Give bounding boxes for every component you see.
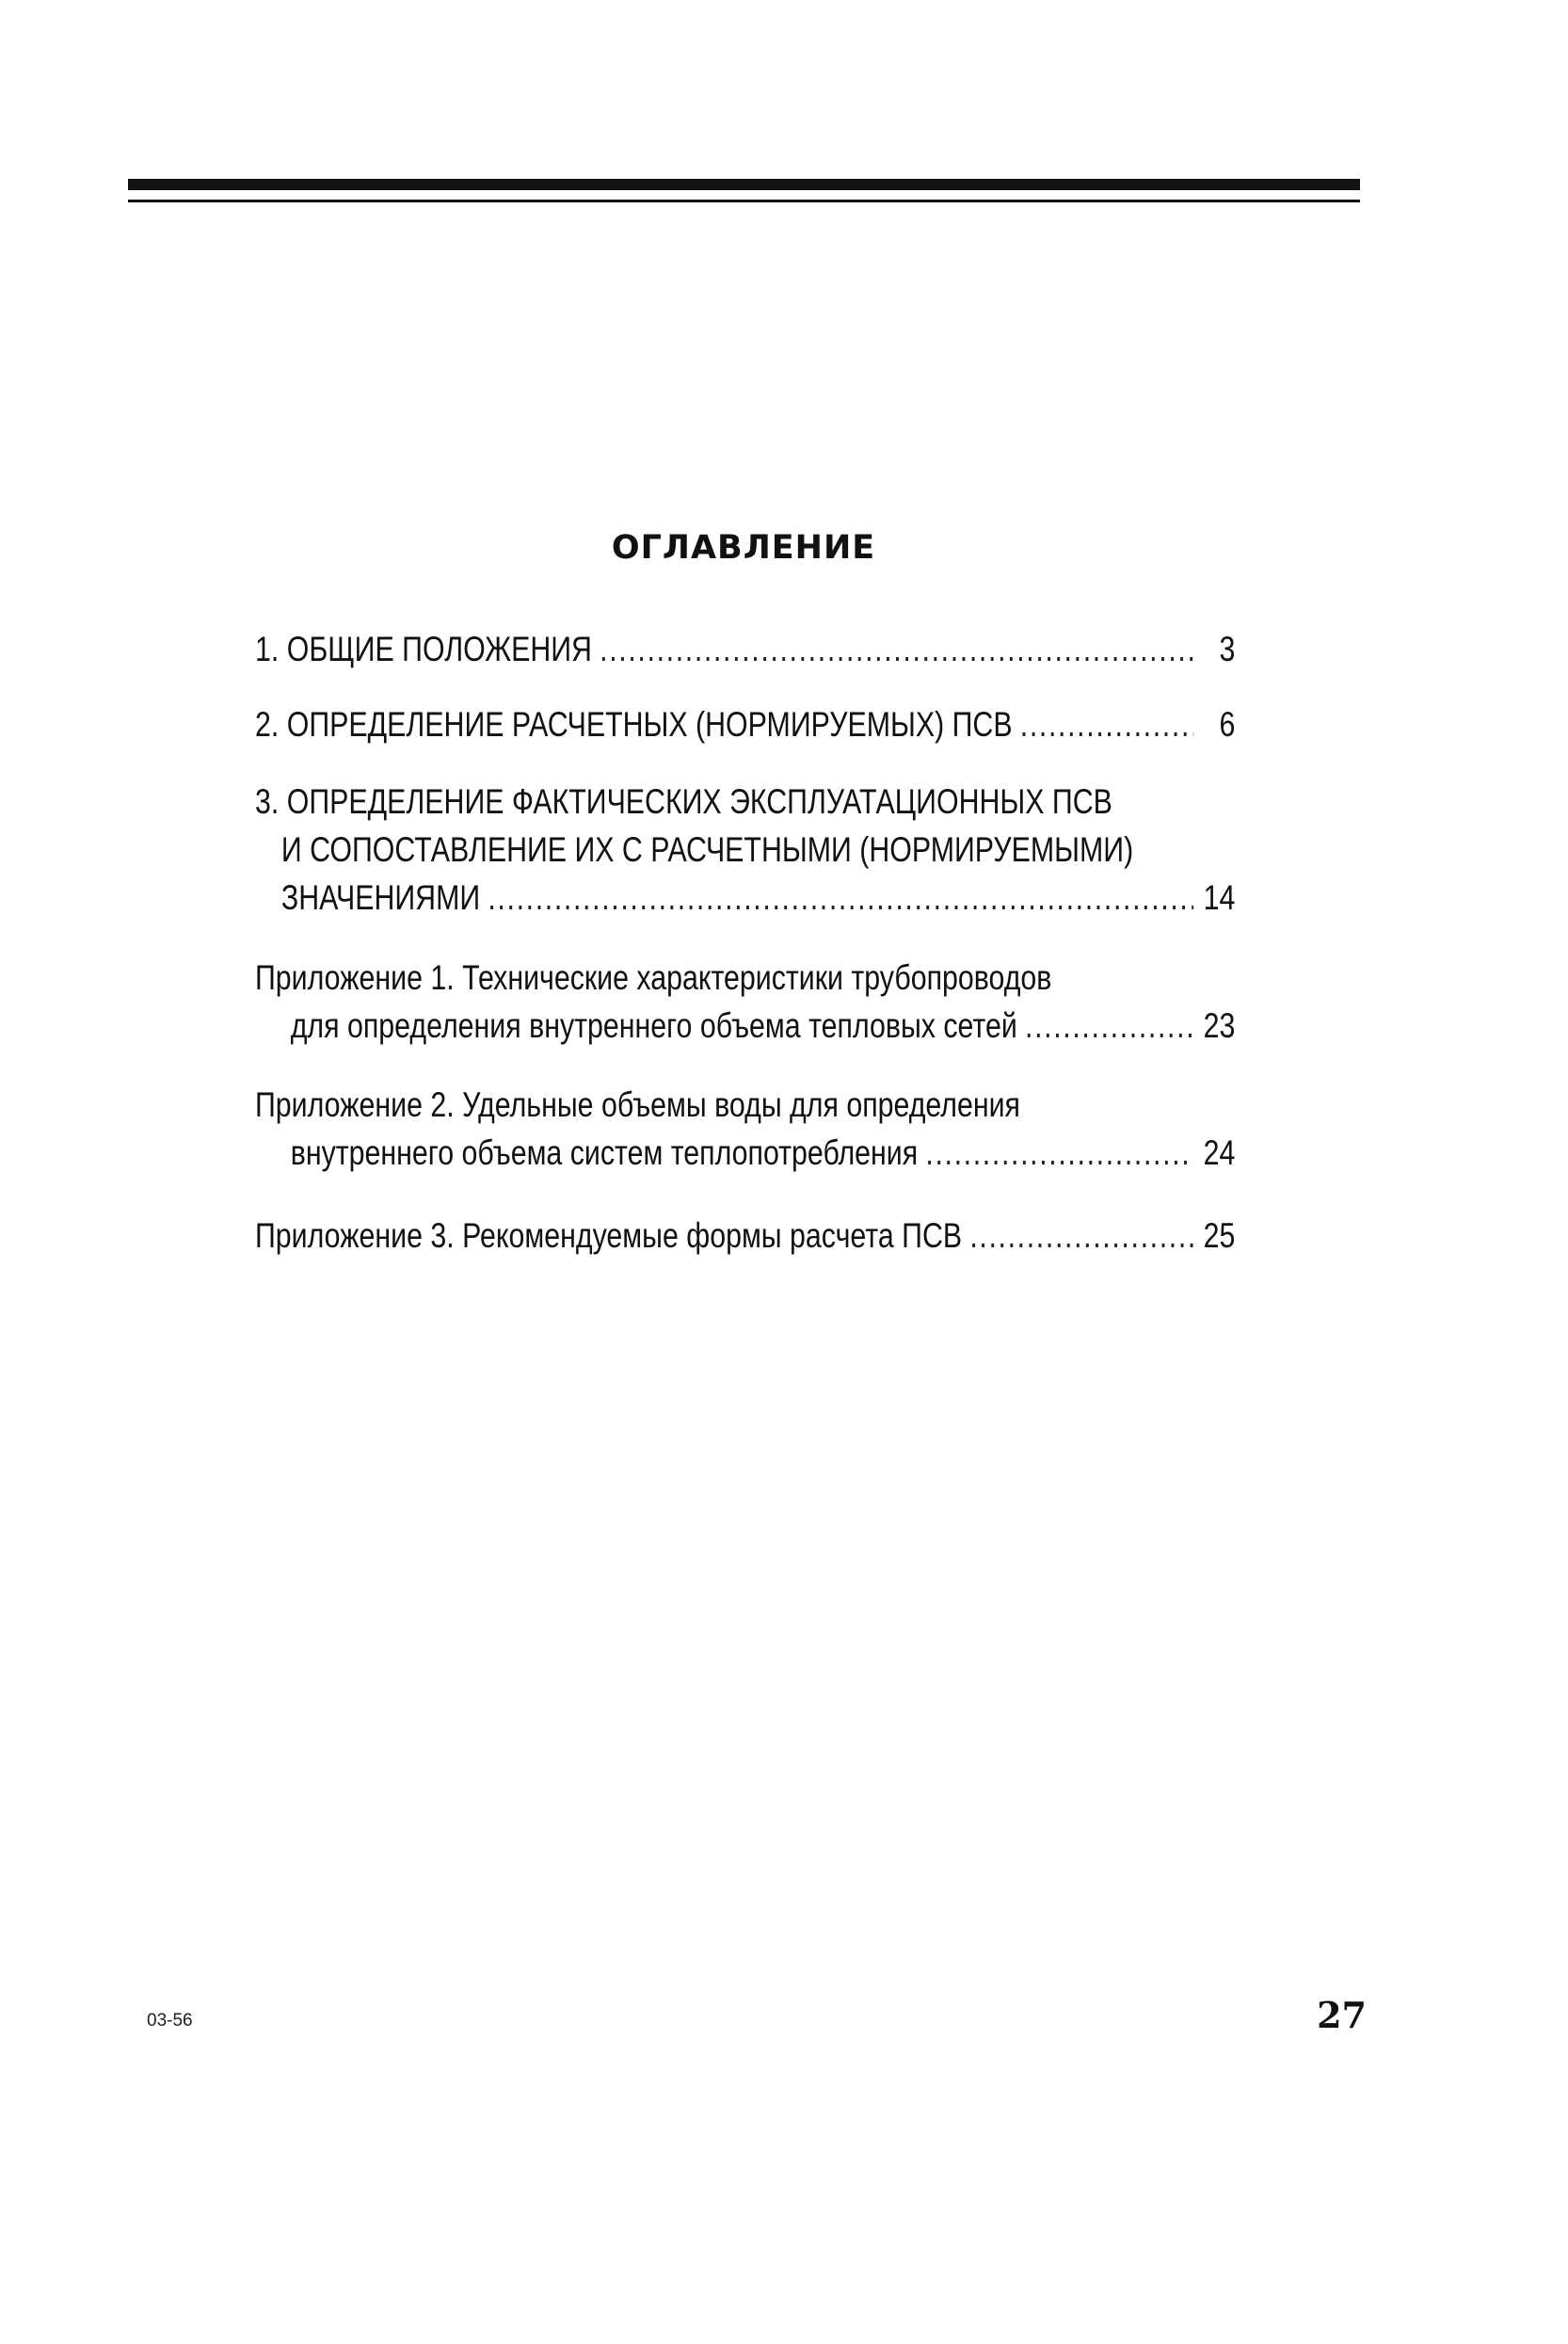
toc-entry-2[interactable]	[255, 700, 1235, 748]
toc-entry-appendix-2-line-1: Приложение 2. Удельные объемы воды для определения	[255, 1085, 1020, 1124]
toc-entry-appendix-3-page: 25	[1203, 1216, 1236, 1255]
toc-entry-2-page: 6	[1219, 705, 1236, 744]
dot-leader	[969, 1212, 1193, 1260]
dot-leader	[1020, 700, 1193, 748]
dot-leader	[925, 1129, 1193, 1177]
toc-entry-3-line-3: ЗНАЧЕНИЯМИ	[280, 878, 481, 917]
toc-entry-3-line-2: И СОПОСТАВЛЕНИЕ ИХ С РАСЧЕТНЫМИ (НОРМИРУЕМЫМИ)	[280, 830, 1134, 869]
page-number: 27	[1317, 1994, 1367, 2036]
toc-entry-3-line-1: 3. ОПРЕДЕЛЕНИЕ ФАКТИЧЕСКИХ ЭКСПЛУАТАЦИОННЫХ ПСВ	[255, 782, 1112, 821]
toc-heading: ОГЛАВЛЕНИЕ	[611, 529, 876, 567]
toc-entry-3[interactable]	[255, 778, 1235, 922]
dot-leader	[488, 874, 1193, 922]
toc-entry-1[interactable]	[255, 625, 1235, 673]
toc-entry-1-page: 3	[1219, 630, 1236, 668]
top-rule-thin	[128, 200, 1360, 202]
toc-entry-appendix-1[interactable]	[255, 954, 1235, 1050]
dot-leader	[1025, 1002, 1193, 1050]
toc-entry-appendix-3-title: Приложение 3. Рекомендуемые формы расчета ПСВ	[255, 1216, 963, 1255]
dot-leader	[600, 625, 1193, 673]
footer-code: 03-56	[147, 2011, 193, 2031]
toc-entry-appendix-3[interactable]	[255, 1212, 1235, 1260]
toc-entry-3-page: 14	[1203, 878, 1236, 917]
toc-entry-appendix-2[interactable]	[255, 1081, 1235, 1177]
table-of-contents	[255, 625, 1235, 1260]
toc-entry-appendix-2-line-2: внутреннего объема систем теплопотребления	[290, 1133, 919, 1172]
top-rule-thick	[128, 179, 1360, 190]
toc-entry-1-title: 1. ОБЩИЕ ПОЛОЖЕНИЯ	[255, 630, 592, 668]
toc-entry-appendix-1-page: 23	[1203, 1006, 1236, 1045]
toc-entry-appendix-2-page: 24	[1203, 1133, 1236, 1172]
toc-entry-appendix-1-line-1: Приложение 1. Технические характеристики трубопроводов	[255, 958, 1052, 997]
toc-entry-appendix-1-line-2: для определения внутреннего объема тепловых сетей	[290, 1006, 1017, 1045]
toc-entry-2-title: 2. ОПРЕДЕЛЕНИЕ РАСЧЕТНЫХ (НОРМИРУЕМЫХ) ПСВ	[255, 705, 1013, 744]
